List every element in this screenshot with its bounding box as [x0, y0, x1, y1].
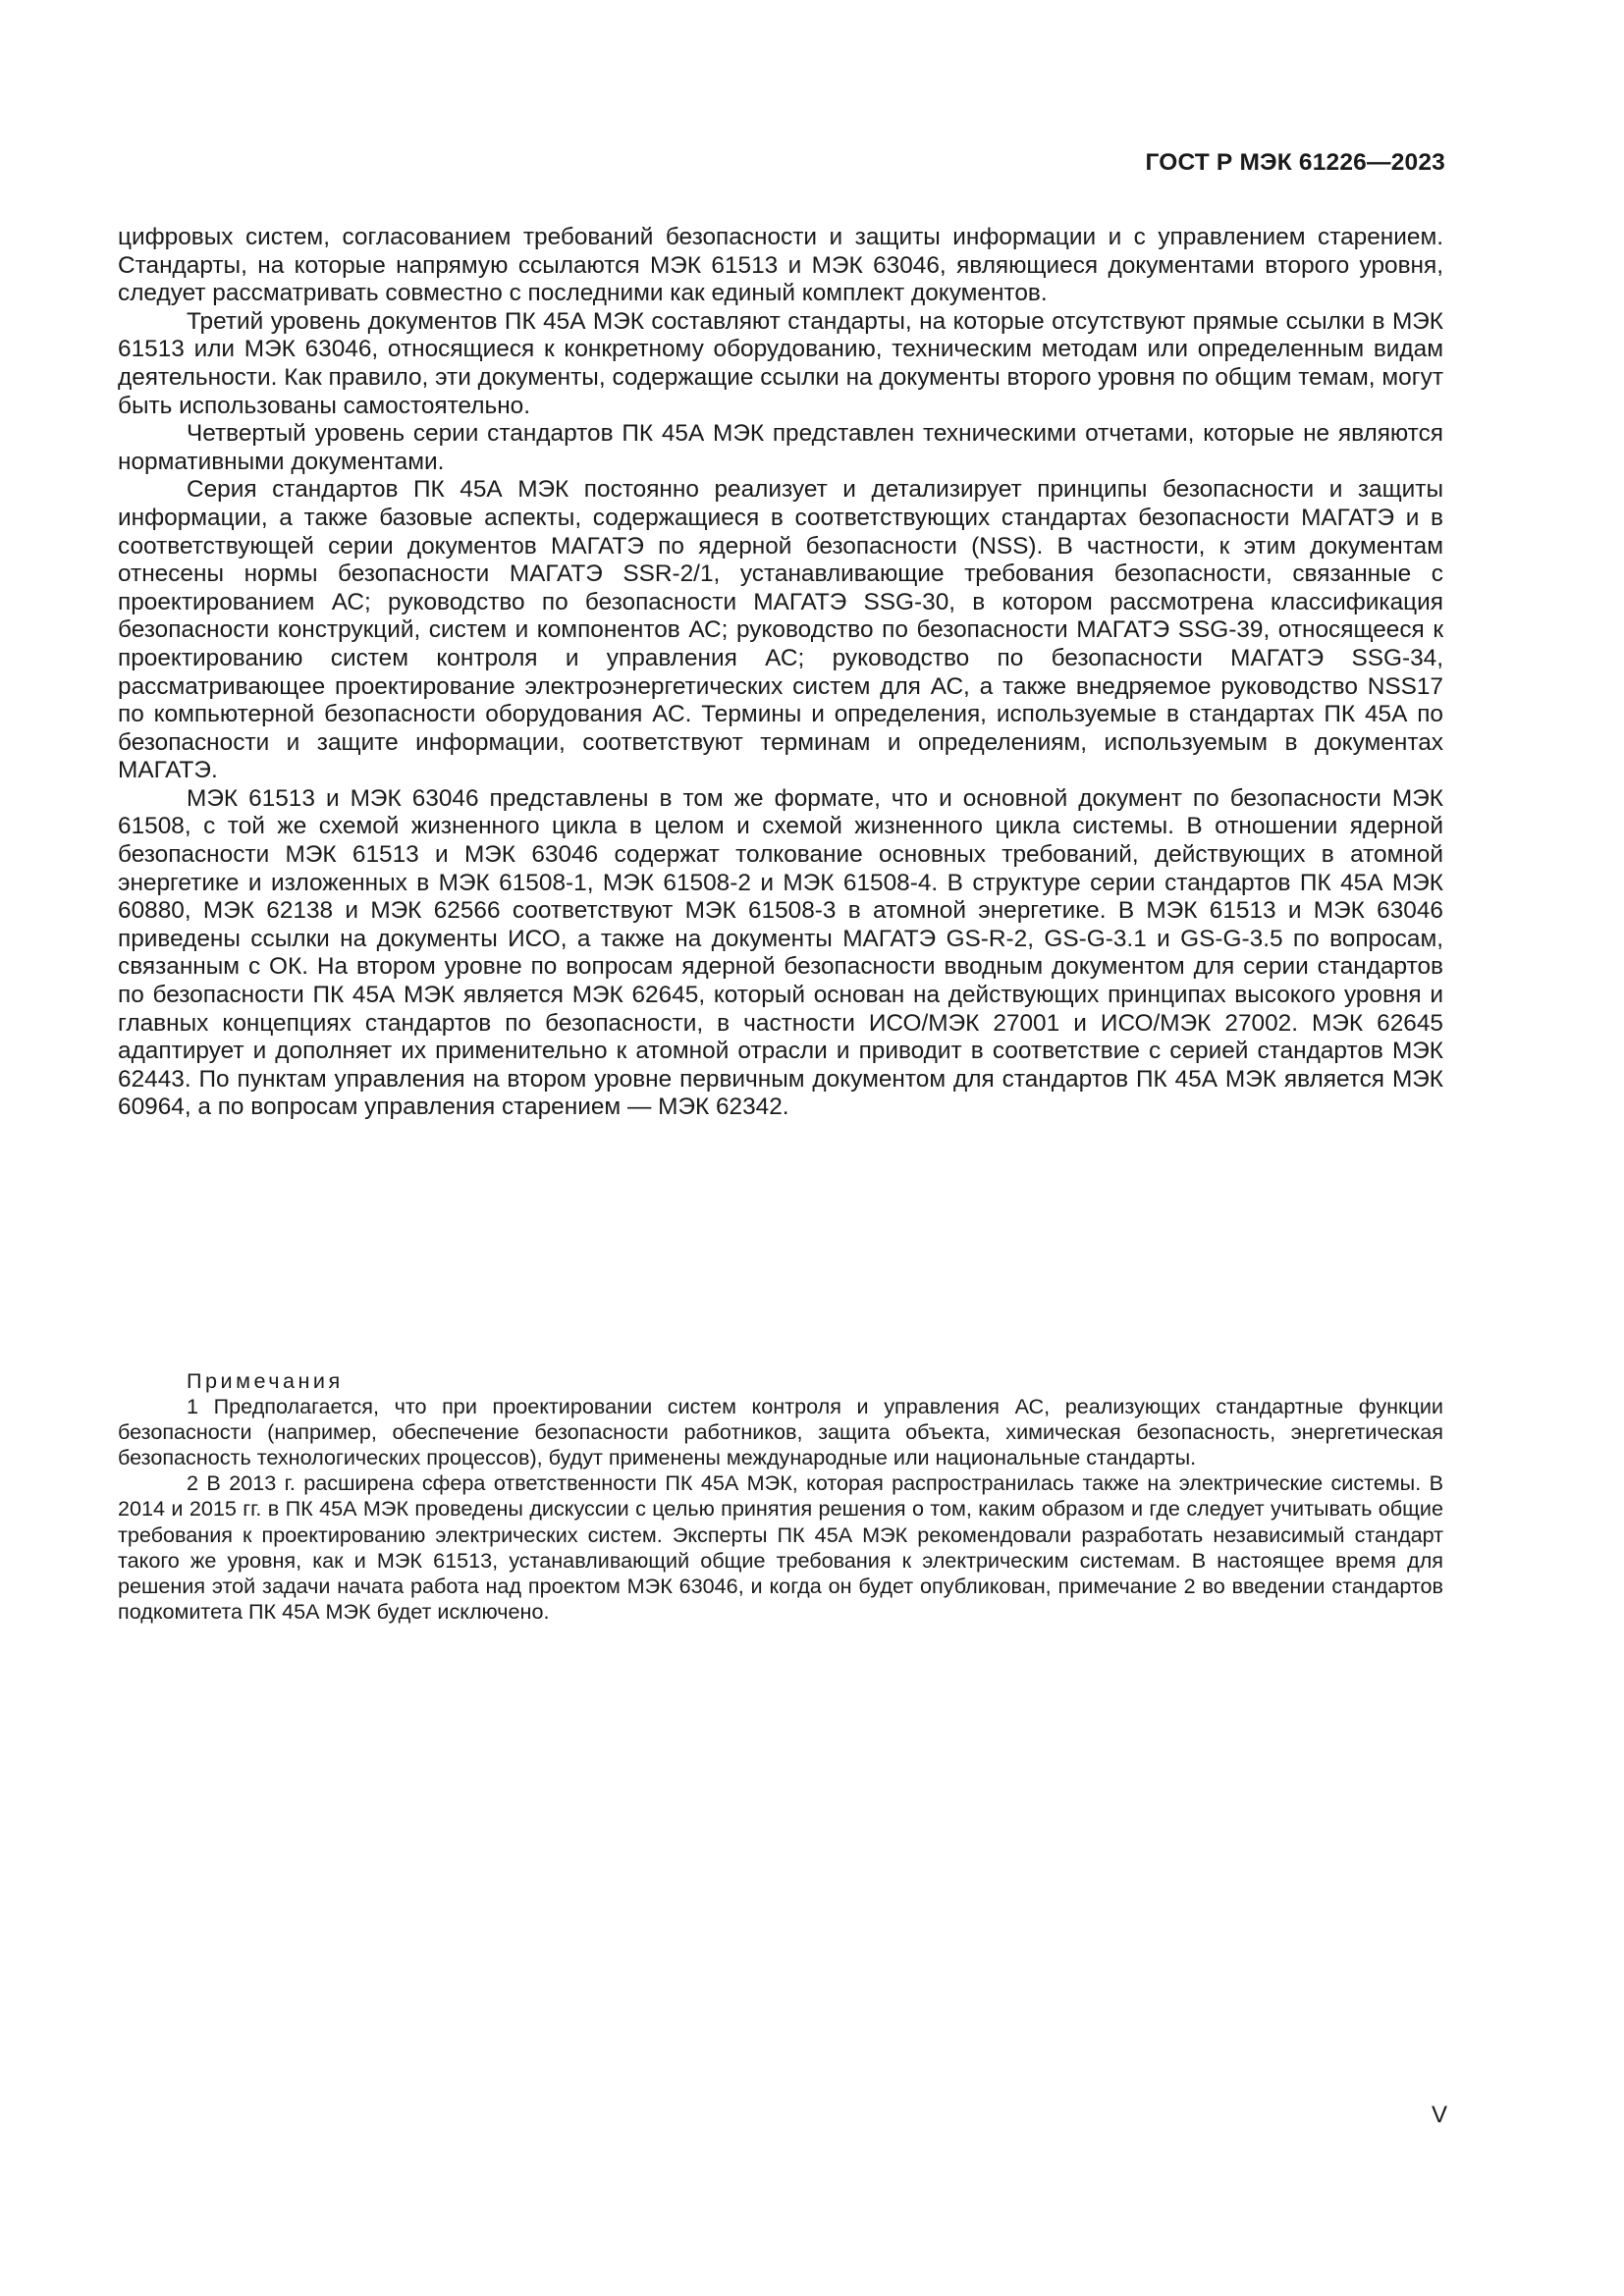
paragraph: Серия стандартов ПК 45А МЭК постоянно реализует и детализирует принципы безопасности и защиты информации, а также базовые аспекты, содержащиеся в соответствующих стандартах безопасности МАГАТЭ и в соответствующей серии документов МАГАТЭ по ядерной безопасности (NSS). В частности, к этим документам отнесены нормы безопасности МАГАТЭ SSR-2/1, устанавливающие требования безопасности, связанные с проектированием АС; руководство по безопасности МАГАТЭ SSG-30, в котором рассмотрена классификация безопасности конструкций, систем и компонентов АС; руководство по безопасности МАГАТЭ SSG-39, относящееся к проектированию систем контроля и управления АС; руководство по безопасности МАГАТЭ SSG-34, рассматривающее проектирование электроэнергетических систем для АС, а также внедряемое руководство NSS17 по компьютерной безопасности оборудования АС. Термины и определения, используемые в стандартах ПК 45А по безопасности и защите информации, соответствуют терминам и определениям, используемым в документах МАГАТЭ. — [118, 476, 1443, 784]
paragraph: Четвертый уровень серии стандартов ПК 45А МЭК представлен техническими отчетами, которые не являются нормативными документами. — [118, 420, 1443, 475]
paragraph: цифровых систем, согласованием требований безопасности и защиты информации и с управлением старением. Стандарты, на которые напрямую ссылаются МЭК 61513 и МЭК 63046, являющиеся документами второго уровня, следует рассматривать совместно с последними как единый комплект документов. — [118, 224, 1443, 307]
notes-section — [118, 1368, 1443, 1625]
note-item: 1 Предполагается, что при проектировании систем контроля и управления АС, реализующих стандартные функции безопасности (например, обеспечение безопасности работников, защита объекта, химическая безопасность, энергетическая безопасность технологических процессов), будут применены международные или национальные стандарты. — [118, 1394, 1443, 1470]
paragraph: МЭК 61513 и МЭК 63046 представлены в том же формате, что и основной документ по безопасности МЭК 61508, с той же схемой жизненного цикла в целом и схемой жизненного цикла системы. В отношении ядерной безопасности МЭК 61513 и МЭК 63046 содержат толкование основных требований, действующих в атомной энергетике и изложенных в МЭК 61508-1, МЭК 61508-2 и МЭК 61508-4. В структуре серии стандартов ПК 45А МЭК 60880, МЭК 62138 и МЭК 62566 соответствуют МЭК 61508-3 в атомной энергетике. В МЭК 61513 и МЭК 63046 приведены ссылки на документы ИСО, а также на документы МАГАТЭ GS-R-2, GS-G-3.1 и GS-G-3.5 по вопросам, связанным с ОК. На втором уровне по вопросам ядерной безопасности вводным документом для серии стандартов по безопасности ПК 45А МЭК является МЭК 62645, который основан на действующих принципах высокого уровня и главных концепциях стандартов по безопасности, в частности ИСО/МЭК 27001 и ИСО/МЭК 27002. МЭК 62645 адаптирует и дополняет их применительно к атомной отрасли и приводит в соответствие с серией стандартов МЭК 62443. По пунктам управления на втором уровне первичным документом для стандартов ПК 45А МЭК является МЭК 60964, а по вопросам управления старением — МЭК 62342. — [118, 784, 1443, 1121]
note-item: 2 В 2013 г. расширена сфера ответственности ПК 45А МЭК, которая распространилась также на электрические системы. В 2014 и 2015 гг. в ПК 45А МЭК проведены дискуссии с целью принятия решения о том, каким образом и где следует учитывать общие требования к проектированию электрических систем. Эксперты ПК 45А МЭК рекомендовали разработать независимый стандарт такого же уровня, как и МЭК 61513, устанавливающий общие требования к электрическим системам. В настоящее время для решения этой задачи начата работа над проектом МЭК 63046, и когда он будет опубликован, примечание 2 во введении стандартов подкомитета ПК 45А МЭК будет исключено. — [118, 1470, 1443, 1624]
paragraph: Третий уровень документов ПК 45А МЭК составляют стандарты, на которые отсутствуют прямые ссылки в МЭК 61513 или МЭК 63046, относящиеся к конкретному оборудованию, техническим методам или определенным видам деятельности. Как правило, эти документы, содержащие ссылки на документы второго уровня по общим темам, могут быть использованы самостоятельно. — [118, 307, 1443, 419]
document-header: ГОСТ Р МЭК 61226—2023 — [1145, 149, 1445, 176]
body-text — [118, 224, 1443, 1122]
notes-heading: Примечания — [187, 1368, 344, 1393]
page-number: V — [1431, 2102, 1447, 2128]
